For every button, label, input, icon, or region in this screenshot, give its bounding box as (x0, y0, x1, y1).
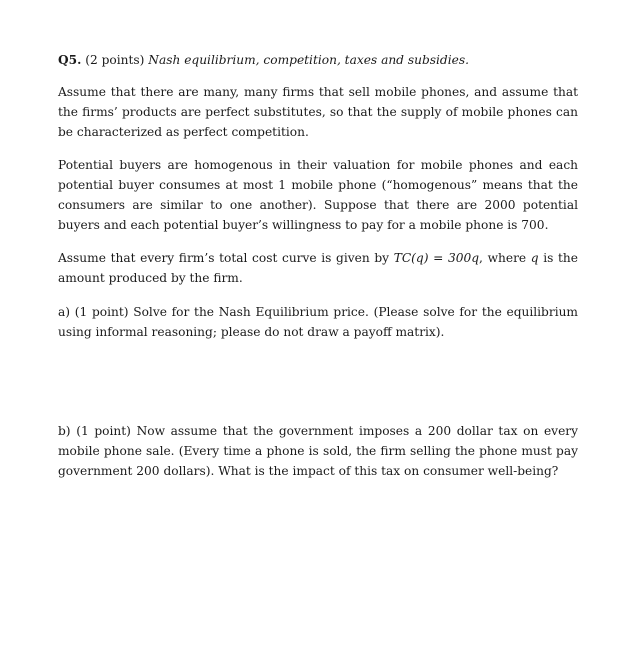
cost-text-after: is the amount produced by the firm. (58, 251, 578, 285)
question-points: (2 points) (85, 53, 145, 67)
paragraph-buyers: Potential buyers are homogenous in their valuation for mobile phones and each potential buyer consumes at most 1 mobile phone (“homogenous” means that the consumers are similar to one another). Suppose that there are 2000 potential buyers and each potential buyer’s willingness to pay for a mobile phone is 700. (58, 158, 578, 232)
cost-text-before: Assume that every firm’s total cost curve is given by (58, 251, 394, 265)
question-title: Nash equilibrium, competition, taxes and subsidies. (148, 53, 469, 67)
cost-formula: TC(q) = 300q (393, 251, 480, 265)
cost-variable: q (530, 251, 539, 265)
question-heading (58, 50, 578, 70)
paragraph-market-structure: Assume that there are many, many firms that sell mobile phones, and assume that the firms’ products are perfect substitutes, so that the supply of mobile phones can be characterized as perfect competition. (58, 85, 578, 139)
paragraph-cost-curve (58, 248, 578, 288)
part-b-question: b) (1 point) Now assume that the government imposes a 200 dollar tax on every mobile phone sale. (Every time a phone is sold, the firm selling the phone must pay government 200 dollars). What is the impact of this tax on consumer well-being? (58, 424, 578, 478)
question-number: Q5. (58, 53, 82, 67)
cost-text-middle: , where (479, 251, 531, 265)
part-a-question: a) (1 point) Solve for the Nash Equilibrium price. (Please solve for the equilibrium using informal reasoning; please do not draw a payoff matrix). (58, 305, 578, 339)
